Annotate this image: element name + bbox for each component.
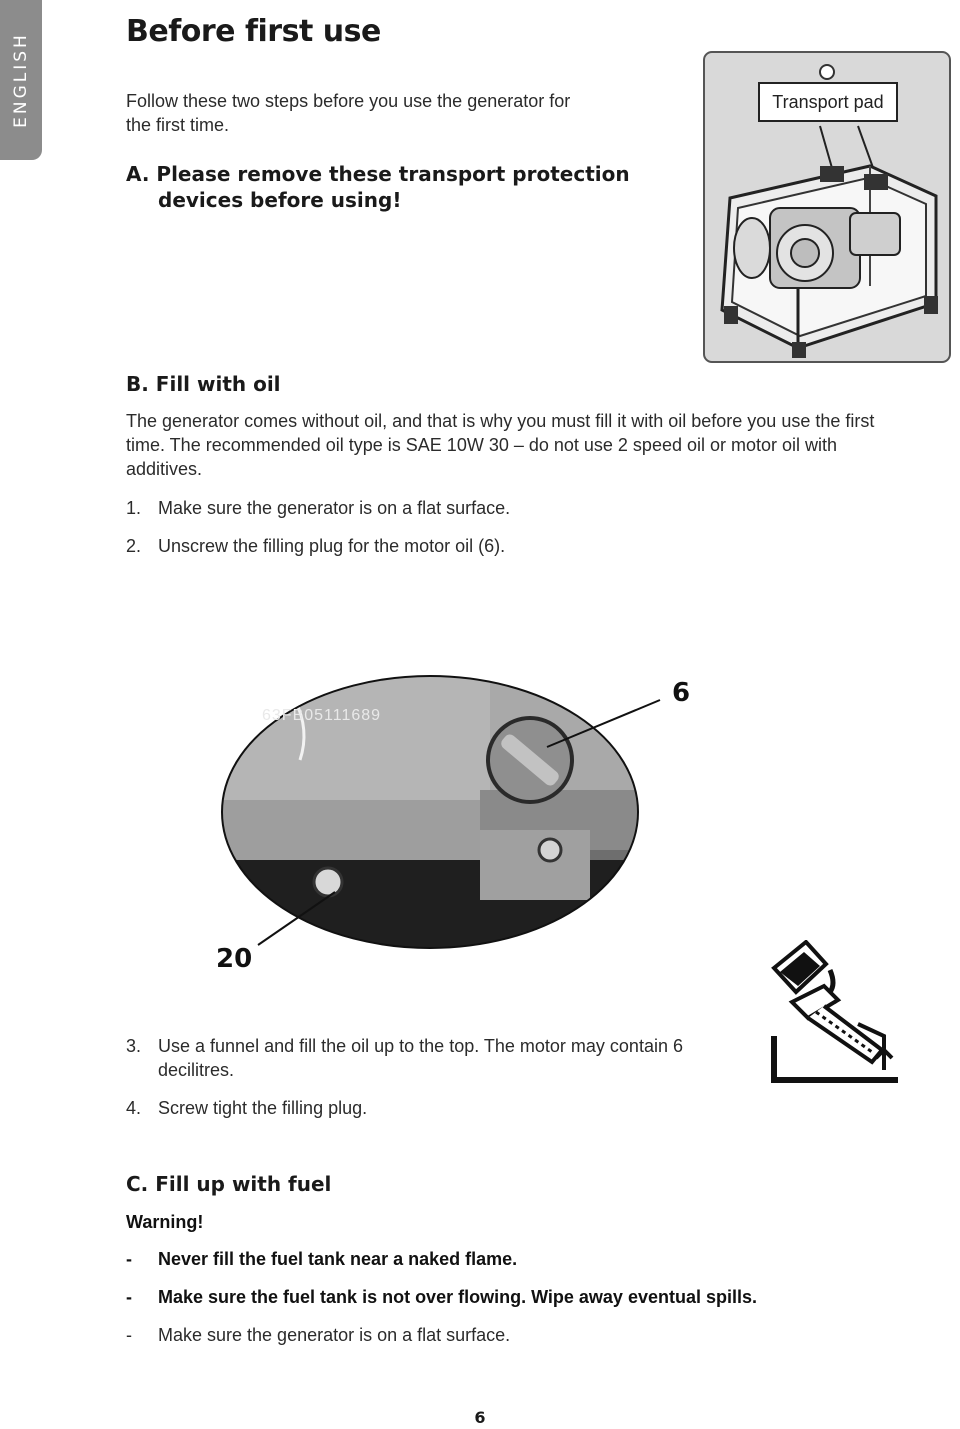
warning-text: Make sure the generator is on a flat surface.: [158, 1325, 511, 1345]
warning-text: Make sure the fuel tank is not over flowing. Wipe away eventual spills.: [158, 1287, 757, 1307]
warning-label: Warning!: [126, 1212, 204, 1232]
list-item: [126, 1096, 766, 1120]
section-b-paragraph: [126, 409, 956, 481]
callout-6-label: 6: [672, 678, 691, 708]
callout-20-label: 20: [216, 944, 253, 974]
language-tab: [0, 0, 42, 160]
step-number: 4.: [126, 1098, 142, 1118]
list-item: [126, 1285, 956, 1309]
step-text: Unscrew the filling plug for the motor oil (6).: [158, 536, 506, 556]
list-item: [126, 1034, 766, 1082]
section-b-heading: B. Fill with oil: [126, 372, 281, 396]
engine-serial-engraving: 63FB05111689: [262, 707, 382, 724]
step-text: Use a funnel and fill the oil up to the top. The motor may contain 6: [158, 1036, 683, 1056]
step-number: 3.: [126, 1036, 142, 1056]
funnel-pour-icon: [768, 940, 904, 1086]
section-a-heading-line: A. Please remove these transport protection: [126, 162, 630, 186]
section-a-heading-line: devices before using!: [158, 188, 402, 212]
steps-list-1: [126, 496, 826, 558]
section-c-heading: C. Fill up with fuel: [126, 1172, 332, 1196]
generator-transport-figure: [700, 48, 954, 366]
warning-text: Never fill the fuel tank near a naked flame.: [158, 1249, 518, 1269]
bullet-dash: -: [126, 1249, 132, 1269]
intro-line: Follow these two steps before you use the generator for: [126, 91, 571, 111]
step-number: 2.: [126, 536, 142, 556]
bullet-dash: -: [126, 1287, 132, 1307]
section-a-heading: [126, 161, 686, 213]
list-item: [126, 496, 826, 520]
step-text: Screw tight the filling plug.: [158, 1098, 368, 1118]
step-text: Make sure the generator is on a flat surface.: [158, 498, 511, 518]
list-item: [126, 1247, 956, 1271]
language-tab-label: ENGLISH: [11, 32, 31, 128]
list-item: [126, 1323, 956, 1347]
oil-plug-figure: [200, 660, 700, 990]
warning-list: [126, 1247, 956, 1347]
page-title: Before first use: [126, 14, 381, 49]
intro-paragraph: [126, 89, 686, 137]
step-text: decilitres.: [158, 1060, 235, 1080]
paragraph-line: time. The recommended oil type is SAE 10W 30 – do not use 2 speed oil or motor oil with: [126, 435, 838, 455]
steps-list-2: [126, 1034, 766, 1120]
paragraph-line: The generator comes without oil, and that is why you must fill it with oil before you use the first: [126, 411, 875, 431]
page-number: 6: [474, 1408, 486, 1427]
step-number: 1.: [126, 498, 142, 518]
transport-pad-label: Transport pad: [758, 82, 898, 122]
paragraph-line: additives.: [126, 459, 203, 479]
list-item: [126, 534, 826, 558]
intro-line: the first time.: [126, 115, 230, 135]
oil-filling-icon: [768, 940, 904, 1086]
bullet-dash: -: [126, 1325, 132, 1345]
